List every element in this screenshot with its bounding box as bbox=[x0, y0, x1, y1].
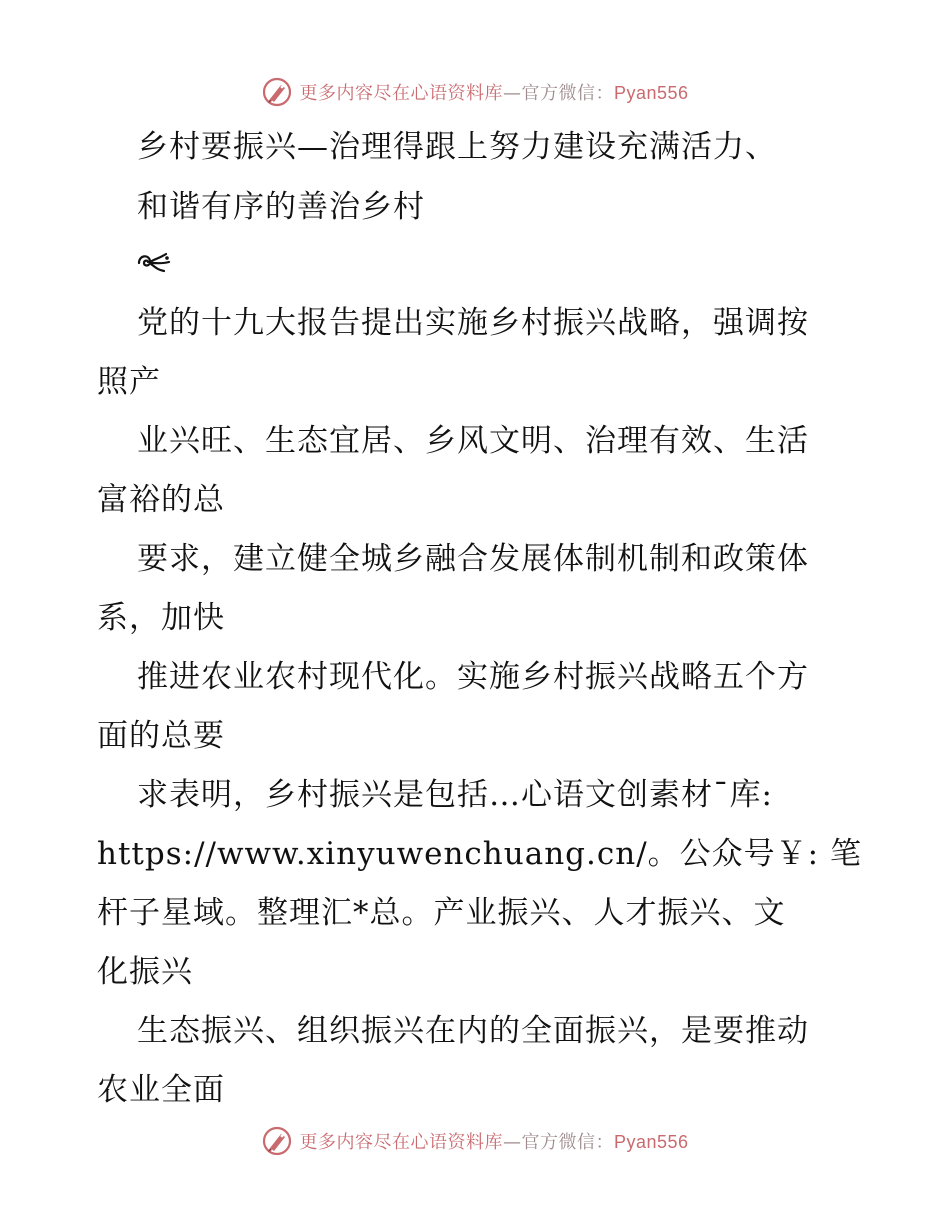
fleuron-icon bbox=[136, 250, 172, 274]
banner-contact-label: —官方微信： bbox=[502, 83, 614, 104]
paragraph-line: 求表明，乡村振兴是包括…心语文创素材¯库: bbox=[137, 777, 773, 813]
paragraph-line: 业兴旺、生态宜居、乡风文明、治理有效、生活 bbox=[137, 423, 809, 459]
header-banner bbox=[0, 72, 950, 112]
paragraph-line: 化振兴 bbox=[97, 954, 193, 990]
paragraph-line: 推进农业农村现代化。实施乡村振兴战略五个方 bbox=[137, 659, 809, 695]
paragraph-line: 面的总要 bbox=[97, 718, 225, 754]
pen-logo-icon bbox=[261, 76, 293, 108]
title-line-2: 和谐有序的善治乡村 bbox=[137, 189, 425, 225]
paragraph-line: 系，加快 bbox=[97, 600, 225, 636]
banner-text bbox=[299, 1128, 688, 1154]
banner-contact-label: —官方微信： bbox=[502, 1132, 614, 1153]
paragraph-line: 富裕的总 bbox=[97, 482, 225, 518]
paragraph-line: 党的十九大报告提出实施乡村振兴战略，强调按 bbox=[137, 305, 809, 341]
paragraph-line: 杆子星域。整理汇*总。产业振兴、人才振兴、文 bbox=[97, 895, 786, 931]
footer-banner bbox=[0, 1121, 950, 1161]
title-line-1: 乡村要振兴—治理得跟上努力建设充满活力、 bbox=[137, 129, 777, 165]
banner-wechat-handle: Pyan556 bbox=[613, 83, 689, 103]
paragraph-line-url: https://www.xinyuwenchuang.cn/。公众号￥: 笔 bbox=[97, 836, 862, 872]
banner-text bbox=[299, 79, 688, 105]
paragraph-line: 农业全面 bbox=[97, 1072, 225, 1108]
banner-slogan: 更多内容尽在心语资料库 bbox=[299, 1132, 503, 1153]
banner-slogan: 更多内容尽在心语资料库 bbox=[299, 83, 503, 104]
paragraph-line: 生态振兴、组织振兴在内的全面振兴，是要推动 bbox=[137, 1013, 809, 1049]
banner-wechat-handle: Pyan556 bbox=[613, 1132, 689, 1152]
pen-logo-icon bbox=[261, 1125, 293, 1157]
paragraph-line: 要求，建立健全城乡融合发展体制机制和政策体 bbox=[137, 541, 809, 577]
paragraph-line: 照产 bbox=[97, 364, 161, 400]
